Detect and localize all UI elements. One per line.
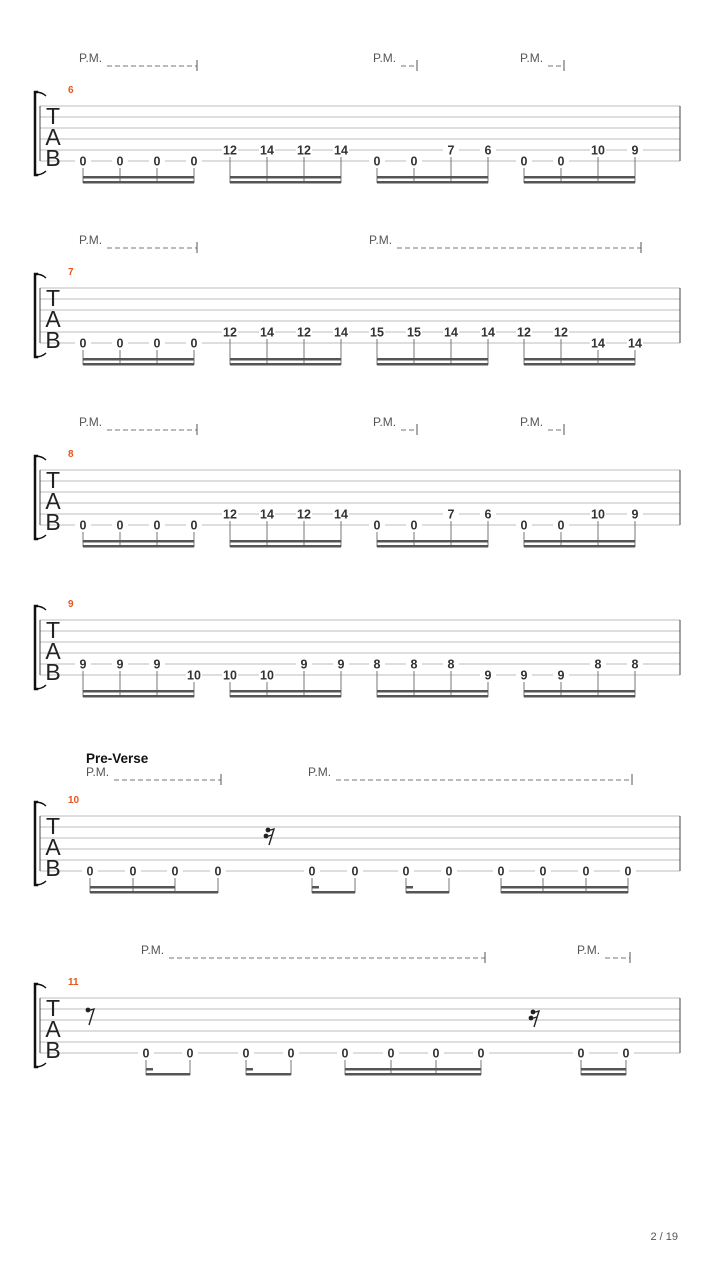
eighth-rest: [86, 1008, 94, 1025]
system-bracket: [35, 802, 38, 885]
bracket-hook-top: [35, 984, 46, 988]
fret-number: 0: [116, 154, 124, 169]
tab-clef-a: A: [45, 834, 61, 860]
beam-secondary: [524, 176, 635, 179]
tab-clef-b: B: [45, 1037, 61, 1063]
fret-number: 0: [186, 1046, 194, 1061]
beam-primary: [345, 1073, 481, 1076]
fret-number: 10: [223, 668, 237, 683]
staff-system: [35, 751, 680, 894]
system-bracket: [35, 984, 38, 1067]
fret-number: 14: [260, 507, 274, 522]
beam-secondary: [230, 358, 341, 361]
beam-secondary: [230, 176, 341, 179]
beam-partial: [146, 1068, 153, 1071]
fret-number: 14: [334, 143, 348, 158]
measure-number: 6: [68, 85, 74, 96]
beam-secondary: [501, 886, 628, 889]
beam-partial: [406, 886, 413, 889]
fret-number: 12: [297, 143, 311, 158]
fret-number: 0: [351, 864, 359, 879]
fret-number: 12: [223, 143, 237, 158]
bracket-hook-bottom: [35, 1063, 46, 1067]
fret-number: 0: [79, 154, 87, 169]
fret-number: 0: [153, 336, 161, 351]
bracket-hook-top: [35, 802, 46, 806]
beam-secondary: [524, 690, 635, 693]
fret-number: 9: [116, 657, 124, 672]
beam-secondary: [377, 540, 488, 543]
tab-clef-a: A: [45, 488, 61, 514]
fret-number: 0: [477, 1046, 485, 1061]
fret-number: 8: [594, 657, 602, 672]
fret-number: 12: [297, 325, 311, 340]
tab-clef-t: T: [45, 467, 61, 493]
sixteenth-rest: [264, 828, 274, 845]
fret-number: 10: [187, 668, 201, 683]
tab-clef-t: T: [45, 285, 61, 311]
fret-number: 14: [591, 336, 605, 351]
palm-mute-label: P.M.: [141, 943, 165, 957]
fret-number: 0: [445, 864, 453, 879]
fret-number: 9: [520, 668, 528, 683]
tab-clef-b: B: [45, 509, 61, 535]
beam-primary: [581, 1073, 626, 1076]
page-indicator: 2 / 19: [650, 1231, 678, 1243]
beam-primary: [230, 363, 341, 366]
fret-number: 0: [287, 1046, 295, 1061]
fret-number: 0: [497, 864, 505, 879]
fret-number: 0: [142, 1046, 150, 1061]
fret-number: 0: [242, 1046, 250, 1061]
fret-number: 0: [622, 1046, 630, 1061]
fret-number: 14: [628, 336, 642, 351]
fret-number: 10: [260, 668, 274, 683]
fret-number: 0: [539, 864, 547, 879]
fret-number: 15: [370, 325, 384, 340]
fret-number: 14: [481, 325, 495, 340]
palm-mute-label: P.M.: [79, 415, 103, 429]
bracket-hook-bottom: [35, 171, 46, 175]
system-bracket: [35, 274, 38, 357]
palm-mute-label: P.M.: [373, 415, 397, 429]
section-label: Pre-Verse: [86, 751, 149, 766]
fret-number: 0: [557, 154, 565, 169]
fret-number: 0: [190, 336, 198, 351]
fret-number: 14: [260, 325, 274, 340]
fret-number: 0: [79, 336, 87, 351]
beam-secondary: [377, 690, 488, 693]
fret-number: 9: [337, 657, 345, 672]
fret-number: 15: [407, 325, 421, 340]
fret-number: 10: [591, 143, 605, 158]
fret-number: 0: [373, 154, 381, 169]
beam-secondary: [83, 358, 194, 361]
beam-primary: [524, 545, 635, 548]
beam-secondary: [230, 540, 341, 543]
fret-number: 0: [116, 336, 124, 351]
fret-number: 0: [308, 864, 316, 879]
tab-clef-b: B: [45, 659, 61, 685]
fret-number: 7: [447, 507, 455, 522]
fret-number: 7: [447, 143, 455, 158]
beam-primary: [230, 181, 341, 184]
beam-partial: [246, 1068, 253, 1071]
bracket-hook-top: [35, 274, 46, 278]
bracket-hook-bottom: [35, 685, 46, 689]
beam-secondary: [230, 690, 341, 693]
fret-number: 0: [129, 864, 137, 879]
fret-number: 0: [171, 864, 179, 879]
fret-number: 9: [557, 668, 565, 683]
tab-clef-t: T: [45, 813, 61, 839]
fret-number: 10: [591, 507, 605, 522]
beam-primary: [406, 891, 449, 894]
beam-secondary: [83, 176, 194, 179]
fret-number: 9: [631, 507, 639, 522]
beam-secondary: [524, 540, 635, 543]
fret-number: 8: [373, 657, 381, 672]
fret-number: 0: [341, 1046, 349, 1061]
beam-primary: [501, 891, 628, 894]
beam-primary: [146, 1073, 190, 1076]
fret-number: 0: [402, 864, 410, 879]
fret-number: 14: [334, 507, 348, 522]
beam-primary: [230, 545, 341, 548]
fret-number: 0: [624, 864, 632, 879]
tab-clef-a: A: [45, 124, 61, 150]
fret-number: 0: [410, 518, 418, 533]
rest-stroke: [87, 1009, 94, 1025]
fret-number: 9: [300, 657, 308, 672]
fret-number: 9: [153, 657, 161, 672]
palm-mute-label: P.M.: [308, 765, 332, 779]
staff-system: [35, 233, 680, 366]
beam-primary: [377, 363, 488, 366]
fret-number: 8: [631, 657, 639, 672]
beam-secondary: [581, 1068, 626, 1071]
tab-clef-b: B: [45, 145, 61, 171]
measure-number: 8: [68, 449, 74, 460]
tab-clef-b: B: [45, 855, 61, 881]
beam-secondary: [377, 358, 488, 361]
fret-number: 8: [410, 657, 418, 672]
tab-clef-a: A: [45, 638, 61, 664]
fret-number: 9: [79, 657, 87, 672]
beam-primary: [83, 363, 194, 366]
palm-mute-label: P.M.: [79, 51, 103, 65]
bracket-hook-bottom: [35, 353, 46, 357]
palm-mute-label: P.M.: [369, 233, 393, 247]
fret-number: 0: [520, 518, 528, 533]
bracket-hook-bottom: [35, 535, 46, 539]
beam-primary: [83, 181, 194, 184]
tab-clef-t: T: [45, 103, 61, 129]
bracket-hook-bottom: [35, 881, 46, 885]
beam-primary: [377, 545, 488, 548]
beam-secondary: [345, 1068, 481, 1071]
tab-clef-t: T: [45, 617, 61, 643]
palm-mute-label: P.M.: [520, 51, 544, 65]
measure-number: 11: [68, 977, 79, 988]
fret-number: 12: [554, 325, 568, 340]
palm-mute-label: P.M.: [86, 765, 110, 779]
fret-number: 12: [223, 507, 237, 522]
beam-primary: [83, 545, 194, 548]
bracket-hook-top: [35, 606, 46, 610]
palm-mute-label: P.M.: [79, 233, 103, 247]
fret-number: 0: [190, 154, 198, 169]
fret-number: 9: [484, 668, 492, 683]
fret-number: 0: [557, 518, 565, 533]
fret-number: 0: [577, 1046, 585, 1061]
fret-number: 0: [190, 518, 198, 533]
fret-number: 0: [520, 154, 528, 169]
sixteenth-rest: [529, 1010, 539, 1027]
fret-number: 0: [432, 1046, 440, 1061]
staff-system: [35, 51, 680, 184]
palm-mute-label: P.M.: [520, 415, 544, 429]
fret-number: 14: [260, 143, 274, 158]
fret-number: 0: [387, 1046, 395, 1061]
staff-system: [35, 943, 680, 1076]
system-bracket: [35, 92, 38, 175]
fret-number: 0: [79, 518, 87, 533]
fret-number: 0: [153, 154, 161, 169]
fret-number: 0: [373, 518, 381, 533]
beam-secondary: [377, 176, 488, 179]
fret-number: 0: [410, 154, 418, 169]
tab-clef-b: B: [45, 327, 61, 353]
fret-number: 14: [444, 325, 458, 340]
palm-mute-label: P.M.: [373, 51, 397, 65]
beam-secondary: [83, 690, 194, 693]
fret-number: 12: [223, 325, 237, 340]
palm-mute-label: P.M.: [577, 943, 601, 957]
fret-number: 0: [86, 864, 94, 879]
beam-primary: [230, 695, 341, 698]
fret-number: 9: [631, 143, 639, 158]
fret-number: 0: [214, 864, 222, 879]
fret-number: 8: [447, 657, 455, 672]
bracket-hook-top: [35, 92, 46, 96]
beam-secondary: [83, 540, 194, 543]
beam-primary: [83, 695, 194, 698]
beam-secondary: [90, 886, 175, 889]
tab-clef-a: A: [45, 306, 61, 332]
staff-system: [35, 599, 680, 698]
fret-number: 0: [582, 864, 590, 879]
beam-primary: [377, 695, 488, 698]
system-bracket: [35, 606, 38, 689]
beam-primary: [90, 891, 218, 894]
fret-number: 12: [297, 507, 311, 522]
tab-clef-a: A: [45, 1016, 61, 1042]
beam-primary: [377, 181, 488, 184]
fret-number: 14: [334, 325, 348, 340]
fret-number: 0: [116, 518, 124, 533]
measure-number: 10: [68, 795, 80, 806]
tab-clef-t: T: [45, 995, 61, 1021]
bracket-hook-top: [35, 456, 46, 460]
fret-number: 12: [517, 325, 531, 340]
measure-number: 9: [68, 599, 74, 610]
fret-number: 6: [484, 143, 492, 158]
fret-number: 6: [484, 507, 492, 522]
measure-number: 7: [68, 267, 74, 278]
beam-primary: [524, 181, 635, 184]
staff-system: [35, 415, 680, 548]
system-bracket: [35, 456, 38, 539]
beam-primary: [524, 695, 635, 698]
beam-primary: [312, 891, 355, 894]
beam-secondary: [524, 358, 635, 361]
beam-partial: [312, 886, 319, 889]
beam-primary: [246, 1073, 291, 1076]
beam-primary: [524, 363, 635, 366]
fret-number: 0: [153, 518, 161, 533]
